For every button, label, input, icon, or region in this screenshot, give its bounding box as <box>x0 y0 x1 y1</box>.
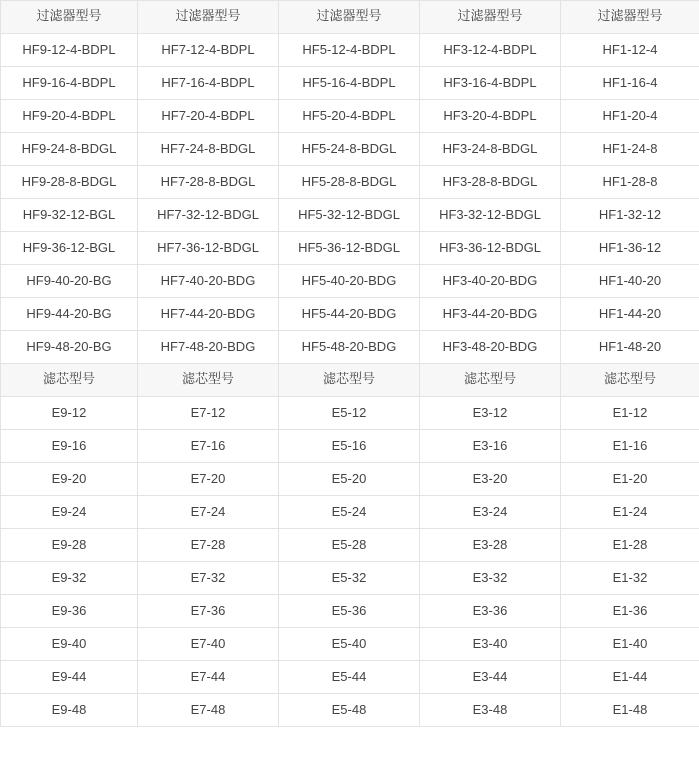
table-cell: HF9-24-8-BDGL <box>1 133 138 166</box>
table-cell: HF3-36-12-BDGL <box>420 232 561 265</box>
table-cell: HF5-48-20-BDG <box>279 331 420 364</box>
table-cell: HF1-24-8 <box>561 133 699 166</box>
table-cell: HF3-12-4-BDPL <box>420 34 561 67</box>
table-cell: E3-48 <box>420 694 561 727</box>
table-cell: E7-48 <box>138 694 279 727</box>
table-cell: HF3-16-4-BDPL <box>420 67 561 100</box>
column-header: 过滤器型号 <box>138 1 279 34</box>
table-cell: HF5-40-20-BDG <box>279 265 420 298</box>
table-cell: HF7-44-20-BDG <box>138 298 279 331</box>
table-cell: HF5-28-8-BDGL <box>279 166 420 199</box>
table-cell: HF5-44-20-BDG <box>279 298 420 331</box>
table-cell: HF3-40-20-BDG <box>420 265 561 298</box>
table-row <box>1 67 699 100</box>
table-cell: E1-40 <box>561 628 699 661</box>
table-cell: E7-32 <box>138 562 279 595</box>
table-cell: HF7-16-4-BDPL <box>138 67 279 100</box>
table-cell: E7-16 <box>138 430 279 463</box>
table-cell: E9-12 <box>1 397 138 430</box>
table-row <box>1 265 699 298</box>
table-cell: E3-40 <box>420 628 561 661</box>
table-cell: HF5-36-12-BDGL <box>279 232 420 265</box>
table-cell: E7-36 <box>138 595 279 628</box>
table-cell: HF3-44-20-BDG <box>420 298 561 331</box>
table-cell: HF5-20-4-BDPL <box>279 100 420 133</box>
table-cell: HF9-28-8-BDGL <box>1 166 138 199</box>
table-cell: HF9-44-20-BG <box>1 298 138 331</box>
column-header: 过滤器型号 <box>279 1 420 34</box>
table-row <box>1 694 699 727</box>
column-header: 滤芯型号 <box>1 364 138 397</box>
table-cell: E5-12 <box>279 397 420 430</box>
table-cell: HF1-32-12 <box>561 199 699 232</box>
table-cell: HF1-48-20 <box>561 331 699 364</box>
column-header: 滤芯型号 <box>138 364 279 397</box>
table-cell: E7-20 <box>138 463 279 496</box>
table-cell: HF7-12-4-BDPL <box>138 34 279 67</box>
table-cell: E1-12 <box>561 397 699 430</box>
table-row <box>1 562 699 595</box>
table-cell: HF1-44-20 <box>561 298 699 331</box>
table-cell: HF1-28-8 <box>561 166 699 199</box>
table-cell: E3-44 <box>420 661 561 694</box>
table-cell: E9-44 <box>1 661 138 694</box>
table-cell: E9-36 <box>1 595 138 628</box>
table-cell: E7-24 <box>138 496 279 529</box>
table-cell: HF1-12-4 <box>561 34 699 67</box>
table-cell: E9-40 <box>1 628 138 661</box>
table-cell: E9-28 <box>1 529 138 562</box>
table-cell: HF7-32-12-BDGL <box>138 199 279 232</box>
table-cell: E5-16 <box>279 430 420 463</box>
table-cell: HF3-24-8-BDGL <box>420 133 561 166</box>
table-cell: HF3-48-20-BDG <box>420 331 561 364</box>
table-cell: HF5-32-12-BDGL <box>279 199 420 232</box>
table-cell: HF7-20-4-BDPL <box>138 100 279 133</box>
column-header: 过滤器型号 <box>561 1 699 34</box>
table-cell: HF1-36-12 <box>561 232 699 265</box>
table-row <box>1 100 699 133</box>
table-cell: E3-24 <box>420 496 561 529</box>
table-row <box>1 166 699 199</box>
table-cell: E5-28 <box>279 529 420 562</box>
table-cell: HF7-36-12-BDGL <box>138 232 279 265</box>
table-header-row <box>1 1 699 34</box>
table-cell: E5-40 <box>279 628 420 661</box>
table-cell: E7-44 <box>138 661 279 694</box>
table-cell: E3-20 <box>420 463 561 496</box>
table-cell: E7-28 <box>138 529 279 562</box>
table-cell: HF5-24-8-BDGL <box>279 133 420 166</box>
table-row <box>1 430 699 463</box>
table-cell: E9-16 <box>1 430 138 463</box>
table-cell: HF9-32-12-BGL <box>1 199 138 232</box>
table-cell: E1-28 <box>561 529 699 562</box>
table-cell: E1-20 <box>561 463 699 496</box>
table-row <box>1 661 699 694</box>
table-row <box>1 298 699 331</box>
table-cell: HF1-40-20 <box>561 265 699 298</box>
table-cell: E1-44 <box>561 661 699 694</box>
table-row <box>1 397 699 430</box>
table-cell: HF9-40-20-BG <box>1 265 138 298</box>
table-cell: HF9-20-4-BDPL <box>1 100 138 133</box>
table-cell: E5-24 <box>279 496 420 529</box>
table-cell: HF3-32-12-BDGL <box>420 199 561 232</box>
table-row <box>1 232 699 265</box>
table-row <box>1 133 699 166</box>
table-cell: E5-48 <box>279 694 420 727</box>
table-cell: HF3-20-4-BDPL <box>420 100 561 133</box>
table-row <box>1 199 699 232</box>
table-cell: HF7-48-20-BDG <box>138 331 279 364</box>
table-cell: E1-48 <box>561 694 699 727</box>
table-cell: HF9-16-4-BDPL <box>1 67 138 100</box>
table-cell: E5-20 <box>279 463 420 496</box>
table-cell: HF9-12-4-BDPL <box>1 34 138 67</box>
column-header: 过滤器型号 <box>420 1 561 34</box>
table-cell: HF1-16-4 <box>561 67 699 100</box>
table-row <box>1 463 699 496</box>
table-cell: HF5-16-4-BDPL <box>279 67 420 100</box>
table-cell: HF3-28-8-BDGL <box>420 166 561 199</box>
table-header-row <box>1 364 699 397</box>
table-cell: E3-32 <box>420 562 561 595</box>
column-header: 滤芯型号 <box>420 364 561 397</box>
table-cell: E9-32 <box>1 562 138 595</box>
table-cell: HF7-24-8-BDGL <box>138 133 279 166</box>
table-cell: E3-36 <box>420 595 561 628</box>
table-cell: E5-44 <box>279 661 420 694</box>
table-cell: HF5-12-4-BDPL <box>279 34 420 67</box>
table-row <box>1 595 699 628</box>
table-row <box>1 628 699 661</box>
table-row <box>1 34 699 67</box>
table-row <box>1 331 699 364</box>
table-cell: HF9-48-20-BG <box>1 331 138 364</box>
table-cell: HF9-36-12-BGL <box>1 232 138 265</box>
table-row <box>1 529 699 562</box>
table-cell: E5-36 <box>279 595 420 628</box>
table-cell: E7-40 <box>138 628 279 661</box>
table-cell: E1-24 <box>561 496 699 529</box>
column-header: 滤芯型号 <box>561 364 699 397</box>
table-cell: E9-20 <box>1 463 138 496</box>
table-cell: HF7-40-20-BDG <box>138 265 279 298</box>
table-cell: E3-28 <box>420 529 561 562</box>
table-cell: E9-24 <box>1 496 138 529</box>
table-cell: E1-16 <box>561 430 699 463</box>
table-cell: E5-32 <box>279 562 420 595</box>
table-cell: E9-48 <box>1 694 138 727</box>
table-cell: HF1-20-4 <box>561 100 699 133</box>
column-header: 过滤器型号 <box>1 1 138 34</box>
table-cell: E3-16 <box>420 430 561 463</box>
table-cell: E3-12 <box>420 397 561 430</box>
table-cell: E1-36 <box>561 595 699 628</box>
table-cell: E7-12 <box>138 397 279 430</box>
column-header: 滤芯型号 <box>279 364 420 397</box>
table-cell: HF7-28-8-BDGL <box>138 166 279 199</box>
table-cell: E1-32 <box>561 562 699 595</box>
table-row <box>1 496 699 529</box>
